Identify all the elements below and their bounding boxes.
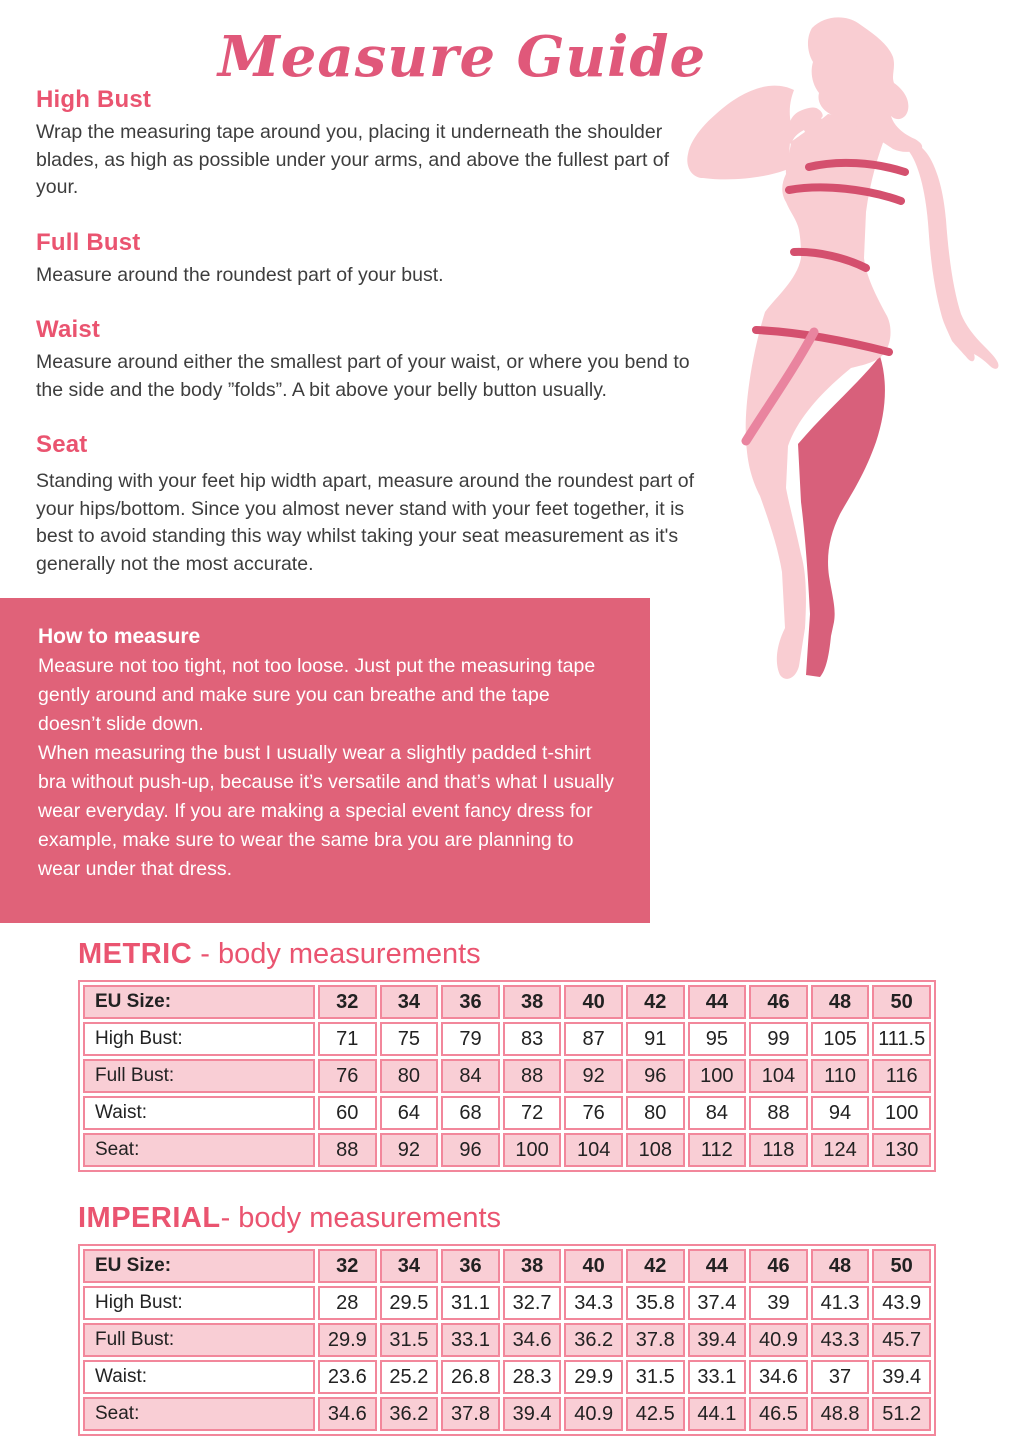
- metric-table-frame: [78, 980, 936, 1172]
- size-header-cell: 46: [749, 985, 808, 1019]
- measurement-value-cell: 111.5: [872, 1022, 931, 1056]
- section-body-waist: Measure around either the smallest part of your waist, or where you bend to the side and the body ”folds”. A bit above your belly button usually.: [36, 351, 690, 401]
- size-header-cell: 46: [749, 1249, 808, 1283]
- measurement-value-cell: 34.3: [564, 1286, 623, 1320]
- measurement-value-cell: 37: [811, 1360, 870, 1394]
- imperial-table-frame: [78, 1244, 936, 1436]
- measurement-value-cell: 91: [626, 1022, 685, 1056]
- section-body-full-bust: Measure around the roundest part of your bust.: [36, 263, 444, 286]
- measurement-value-cell: 94: [811, 1096, 870, 1130]
- measurement-value-cell: 96: [626, 1059, 685, 1093]
- measurement-value-cell: 124: [811, 1133, 870, 1167]
- measurement-value-cell: 76: [318, 1059, 377, 1093]
- measurement-value-cell: 37.8: [626, 1323, 685, 1357]
- measurement-value-cell: 112: [688, 1133, 747, 1167]
- section-body-seat: Standing with your feet hip width apart, measure around the roundest part of your hips/bottom. Since you almost never stand with your feet together, it is best to avoid standing this way whilst taking your seat measurement as it's generally not the most accurate.: [36, 470, 694, 575]
- measurement-value-cell: 92: [564, 1059, 623, 1093]
- measurement-value-cell: 104: [749, 1059, 808, 1093]
- measure-sections: [36, 86, 696, 578]
- measurement-value-cell: 80: [626, 1096, 685, 1130]
- measurement-value-cell: 48.8: [811, 1397, 870, 1431]
- measurement-value-cell: 71: [318, 1022, 377, 1056]
- row-label-cell: Seat:: [83, 1397, 315, 1431]
- measurement-row: [83, 1397, 931, 1431]
- measurement-value-cell: 87: [564, 1022, 623, 1056]
- measurement-row: [83, 1096, 931, 1130]
- size-header-row: [83, 985, 931, 1019]
- how-to-measure-box: [0, 598, 650, 923]
- measurement-value-cell: 31.5: [380, 1323, 439, 1357]
- how-to-measure-paragraph-2: When measuring the bust I usually wear a slightly padded t-shirt bra without push-up, because it’s versatile and that’s what I usually wear everyday. If you are making a special event fancy dress for example, make sure to wear the same bra you are planning to wear under that dress.: [38, 742, 614, 880]
- how-to-measure-paragraph-1: Measure not too tight, not too loose. Just put the measuring tape gently around and make sure you can breathe and the tape doesn’t slide down.: [38, 655, 596, 735]
- measurement-value-cell: 64: [380, 1096, 439, 1130]
- size-header-cell: 36: [441, 1249, 500, 1283]
- measurement-value-cell: 68: [441, 1096, 500, 1130]
- size-header-cell: 48: [811, 1249, 870, 1283]
- measurement-value-cell: 116: [872, 1059, 931, 1093]
- measurement-value-cell: 100: [688, 1059, 747, 1093]
- measurement-value-cell: 108: [626, 1133, 685, 1167]
- measurement-value-cell: 100: [872, 1096, 931, 1130]
- measurement-value-cell: 46.5: [749, 1397, 808, 1431]
- measurement-value-cell: 32.7: [503, 1286, 562, 1320]
- measurement-value-cell: 72: [503, 1096, 562, 1130]
- measurement-value-cell: 23.6: [318, 1360, 377, 1394]
- measurement-value-cell: 35.8: [626, 1286, 685, 1320]
- size-header-cell: 42: [626, 1249, 685, 1283]
- measurement-value-cell: 42.5: [626, 1397, 685, 1431]
- measurement-value-cell: 33.1: [441, 1323, 500, 1357]
- measurement-value-cell: 75: [380, 1022, 439, 1056]
- size-header-cell: 44: [688, 985, 747, 1019]
- measurement-value-cell: 44.1: [688, 1397, 747, 1431]
- measurement-value-cell: 34.6: [749, 1360, 808, 1394]
- measurement-value-cell: 39: [749, 1286, 808, 1320]
- row-label-cell: Full Bust:: [83, 1059, 315, 1093]
- woman-silhouette-illustration: [678, 14, 1016, 686]
- section-heading-high-bust: High Bust: [36, 86, 152, 113]
- section-heading-full-bust: Full Bust: [36, 228, 141, 256]
- measurement-value-cell: 39.4: [688, 1323, 747, 1357]
- measurement-value-cell: 76: [564, 1096, 623, 1130]
- measurement-value-cell: 36.2: [564, 1323, 623, 1357]
- size-header-row: [83, 1249, 931, 1283]
- row-label-cell: Waist:: [83, 1096, 315, 1130]
- size-header-cell: 44: [688, 1249, 747, 1283]
- measurement-value-cell: 36.2: [380, 1397, 439, 1431]
- section-heading-waist: Waist: [36, 316, 101, 343]
- metric-measurements-table: [80, 982, 934, 1170]
- measurement-value-cell: 33.1: [688, 1360, 747, 1394]
- size-header-cell: 40: [564, 1249, 623, 1283]
- row-label-cell: Seat:: [83, 1133, 315, 1167]
- measurement-value-cell: 95: [688, 1022, 747, 1056]
- size-header-cell: 34: [380, 985, 439, 1019]
- measurement-value-cell: 51.2: [872, 1397, 931, 1431]
- measurement-row: [83, 1059, 931, 1093]
- row-label-cell: Waist:: [83, 1360, 315, 1394]
- section-body-high-bust: Wrap the measuring tape around you, placing it underneath the shoulder blades, as high as possible under your arms, and above the fullest part of your.: [36, 121, 670, 198]
- size-header-cell: 36: [441, 985, 500, 1019]
- measurement-value-cell: 31.5: [626, 1360, 685, 1394]
- measurement-value-cell: 34.6: [318, 1397, 377, 1431]
- imperial-table-heading-rest: - body measurements: [220, 1202, 502, 1234]
- eu-size-label-cell: EU Size:: [83, 985, 315, 1019]
- measurement-value-cell: 31.1: [441, 1286, 500, 1320]
- measurement-value-cell: 99: [749, 1022, 808, 1056]
- measurement-value-cell: 130: [872, 1133, 931, 1167]
- row-label-cell: High Bust:: [83, 1022, 315, 1056]
- metric-table-heading: [78, 938, 936, 971]
- imperial-table-section: [78, 1202, 936, 1436]
- section-heading-seat: Seat: [36, 431, 88, 458]
- measurement-value-cell: 104: [564, 1133, 623, 1167]
- measurement-value-cell: 110: [811, 1059, 870, 1093]
- measurement-value-cell: 40.9: [564, 1397, 623, 1431]
- measurement-value-cell: 28.3: [503, 1360, 562, 1394]
- eu-size-label-cell: EU Size:: [83, 1249, 315, 1283]
- metric-table-section: [78, 938, 936, 1172]
- raised-arm-silhouette: [687, 86, 794, 180]
- size-header-cell: 32: [318, 1249, 377, 1283]
- measurement-row: [83, 1286, 931, 1320]
- measurement-value-cell: 92: [380, 1133, 439, 1167]
- measurement-value-cell: 39.4: [872, 1360, 931, 1394]
- size-header-cell: 38: [503, 985, 562, 1019]
- size-header-cell: 50: [872, 985, 931, 1019]
- how-to-measure-heading: How to measure: [38, 625, 201, 648]
- measurement-value-cell: 25.2: [380, 1360, 439, 1394]
- measurement-value-cell: 88: [318, 1133, 377, 1167]
- measurement-value-cell: 80: [380, 1059, 439, 1093]
- measurement-row: [83, 1360, 931, 1394]
- size-header-cell: 32: [318, 985, 377, 1019]
- measurement-value-cell: 37.4: [688, 1286, 747, 1320]
- size-header-cell: 42: [626, 985, 685, 1019]
- measurement-value-cell: 41.3: [811, 1286, 870, 1320]
- measurement-value-cell: 29.5: [380, 1286, 439, 1320]
- measurement-value-cell: 26.8: [441, 1360, 500, 1394]
- measurement-value-cell: 40.9: [749, 1323, 808, 1357]
- imperial-table-heading: [78, 1202, 936, 1235]
- row-label-cell: Full Bust:: [83, 1323, 315, 1357]
- page-title: Measure Guide: [217, 24, 707, 90]
- measurement-value-cell: 79: [441, 1022, 500, 1056]
- measurement-value-cell: 100: [503, 1133, 562, 1167]
- measurement-row: [83, 1323, 931, 1357]
- size-header-cell: 40: [564, 985, 623, 1019]
- measurement-value-cell: 84: [688, 1096, 747, 1130]
- measurement-value-cell: 118: [749, 1133, 808, 1167]
- measurement-value-cell: 37.8: [441, 1397, 500, 1431]
- size-header-cell: 34: [380, 1249, 439, 1283]
- lowered-arm-silhouette: [886, 130, 998, 369]
- measurement-value-cell: 96: [441, 1133, 500, 1167]
- measurement-value-cell: 43.3: [811, 1323, 870, 1357]
- measurement-value-cell: 88: [749, 1096, 808, 1130]
- measurement-value-cell: 105: [811, 1022, 870, 1056]
- measurement-row: [83, 1133, 931, 1167]
- measurement-value-cell: 43.9: [872, 1286, 931, 1320]
- size-header-cell: 50: [872, 1249, 931, 1283]
- imperial-table-heading-bold: IMPERIAL: [78, 1202, 221, 1234]
- measurement-value-cell: 28: [318, 1286, 377, 1320]
- size-header-cell: 38: [503, 1249, 562, 1283]
- measurement-value-cell: 88: [503, 1059, 562, 1093]
- measurement-value-cell: 84: [441, 1059, 500, 1093]
- measurement-value-cell: 29.9: [564, 1360, 623, 1394]
- size-header-cell: 48: [811, 985, 870, 1019]
- measurement-value-cell: 45.7: [872, 1323, 931, 1357]
- measurement-value-cell: 60: [318, 1096, 377, 1130]
- measurement-value-cell: 29.9: [318, 1323, 377, 1357]
- metric-table-heading-bold: METRIC: [78, 938, 193, 970]
- measurement-row: [83, 1022, 931, 1056]
- row-label-cell: High Bust:: [83, 1286, 315, 1320]
- measurement-value-cell: 83: [503, 1022, 562, 1056]
- measurement-value-cell: 34.6: [503, 1323, 562, 1357]
- metric-table-heading-rest: - body measurements: [192, 938, 481, 970]
- imperial-measurements-table: [80, 1246, 934, 1434]
- measurement-value-cell: 39.4: [503, 1397, 562, 1431]
